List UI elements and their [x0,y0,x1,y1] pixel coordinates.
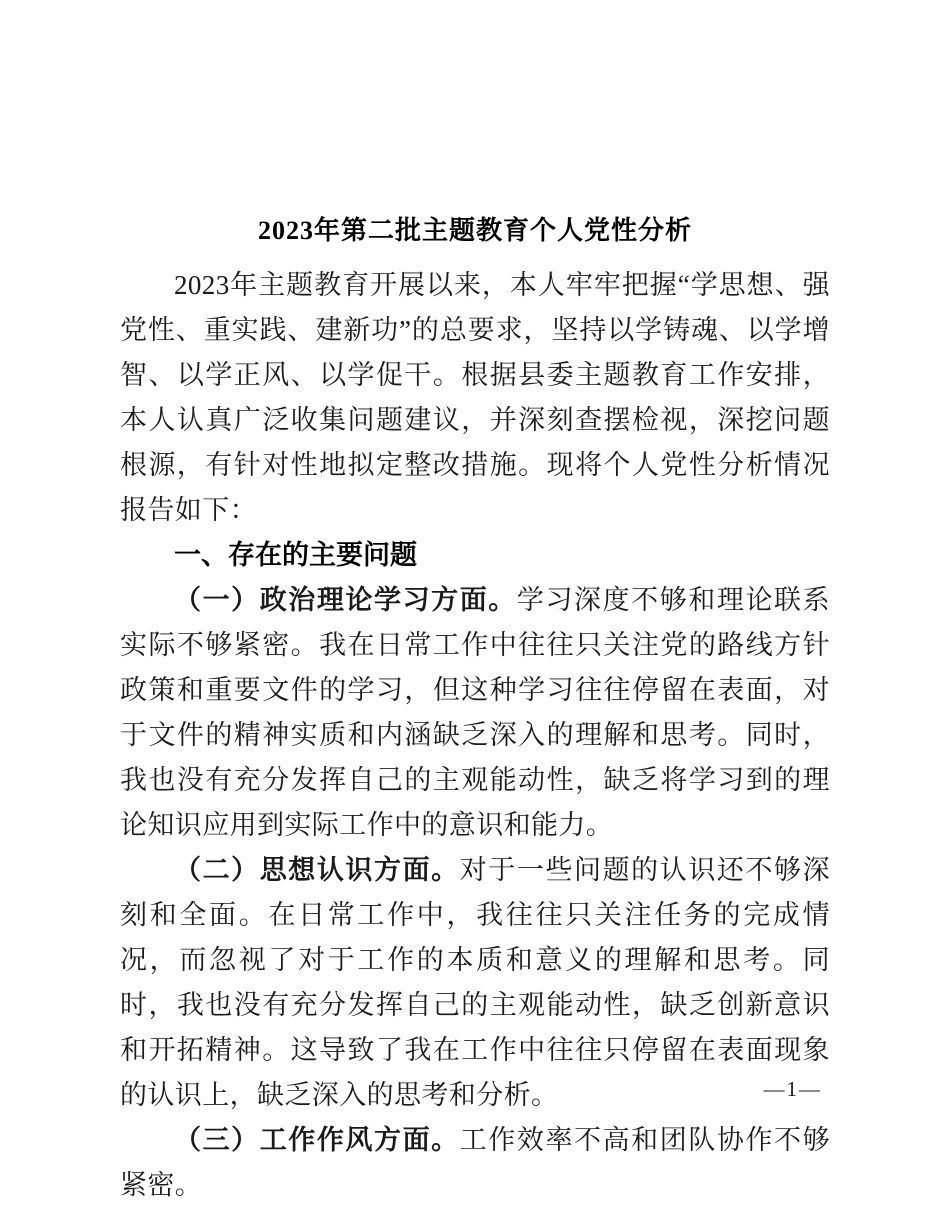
paragraph-intro: 2023年主题教育开展以来，本人牢牢把握“学思想、强党性、重实践、建新功”的总要求，坚持以学铸魂、以学增智、以学正风、以学促干。根据县委主题教育工作安排，本人认真广泛收集问题建议，并深刻查摆检视，深挖问题根源，有针对性地拟定整改措施。现将个人党性分析情况报告如下： [120,270,830,525]
item-3-text: 工作效率不高和团队协作不够紧密。 [120,1125,831,1200]
document-title: 2023年第二批主题教育个人党性分析 [257,216,692,245]
item-1-lead: （一）政治理论学习方面。 [174,585,517,615]
paragraph-item-3 [120,1118,830,1208]
item-2-text: 对于一些问题的认识还不够深刻和全面。在日常工作中，我往往只关注任务的完成情况，而忽视了对于工作的本质和意义的理解和思考。同时，我也没有充分发挥自己的主观能动性，缺乏创新意识和开拓精神。这导致了我在工作中往往只停留在表面现象的认识上，缺乏深入的思考和分析。 [120,855,831,1110]
document-content [120,208,830,1208]
item-1-text: 学习深度不够和理论联系实际不够紧密。我在日常工作中往往只关注党的路线方针政策和重要文件的学习，但这种学习往往停留在表面，对于文件的精神实质和内涵缺乏深入的理解和思考。同时，我也没有充分发挥自己的主观能动性，缺乏将学习到的理论知识应用到实际工作中的意识和能力。 [120,585,830,840]
page-number: —1— [763,1077,822,1101]
paragraph-item-2 [120,848,830,1118]
item-3-lead: （三）工作作风方面。 [174,1125,460,1155]
section-heading-main-problems: 一、存在的主要问题 [174,540,417,570]
paragraph-item-1 [120,578,830,848]
item-2-lead: （二）思想认识方面。 [174,855,460,885]
